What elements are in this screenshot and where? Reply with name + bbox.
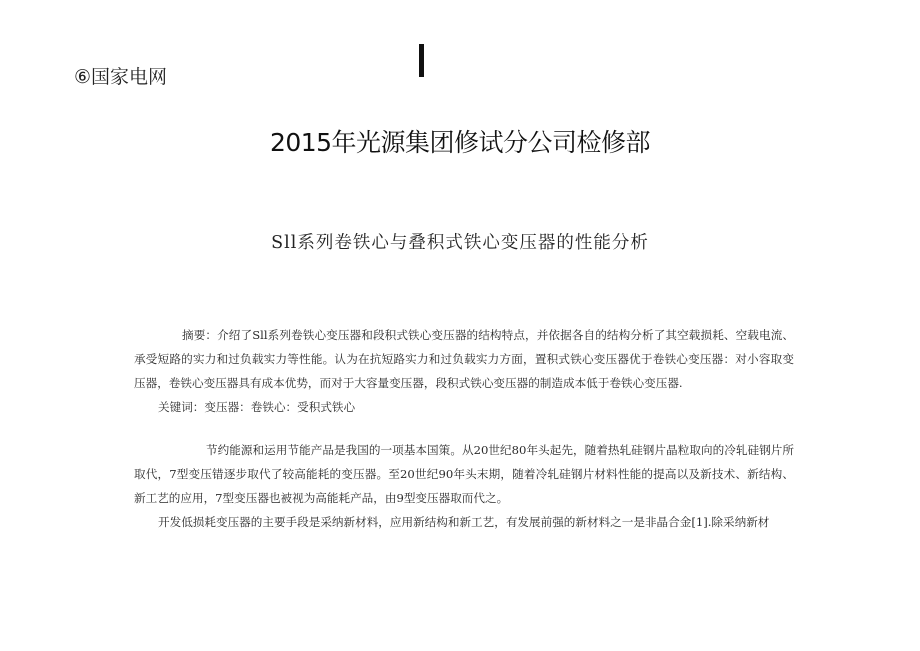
keywords-line: 关键词：变压器：卷铁心：受积式铁心 [158, 400, 356, 414]
vertical-bar-mark [419, 44, 424, 77]
abstract-paragraph: 摘要：介绍了Sll系列卷铁心变压器和段积式铁心变压器的结构特点，并依据各自的结构分析了其空载损耗、空载电流、承受短路的实力和过负载实力等性能。认为在抗短路实力和过负载实力方面，置积式铁心变压器优于卷铁心变压器：对小容取变压器，卷铁心变压器具有成本优势，而对于大容量变压器，段积式铁心变压器的制造成本低于卷铁心变压器. [134, 328, 794, 390]
body-paragraph-2: 开发低损耗变压器的主要手段是采纳新材料，应用新结构和新工艺，有发展前强的新材料之一是非晶合金[1].除采纳新材 [158, 515, 770, 529]
document-title: 2015年光源集团修试分公司检修部 [269, 128, 651, 157]
state-grid-logo: ⑥国家电网 [74, 66, 168, 88]
paper-subtitle: Sll系列卷铁心与叠积式铁心变压器的性能分析 [271, 233, 649, 253]
body-paragraph-1: 节约能源和运用节能产品是我国的一项基本国策。从20世纪80年头起先，随着热轧硅钢片晶粒取向的冷轧硅钢片所取代，7型变压错逐步取代了较高能耗的变压器。至20世纪90年头末期，随着冷轧硅钢片材料性能的提高以及新技术、新结构、新工艺的应用，7型变压器也被视为高能耗产品，由9型变压器取而代之。 [134, 443, 794, 505]
